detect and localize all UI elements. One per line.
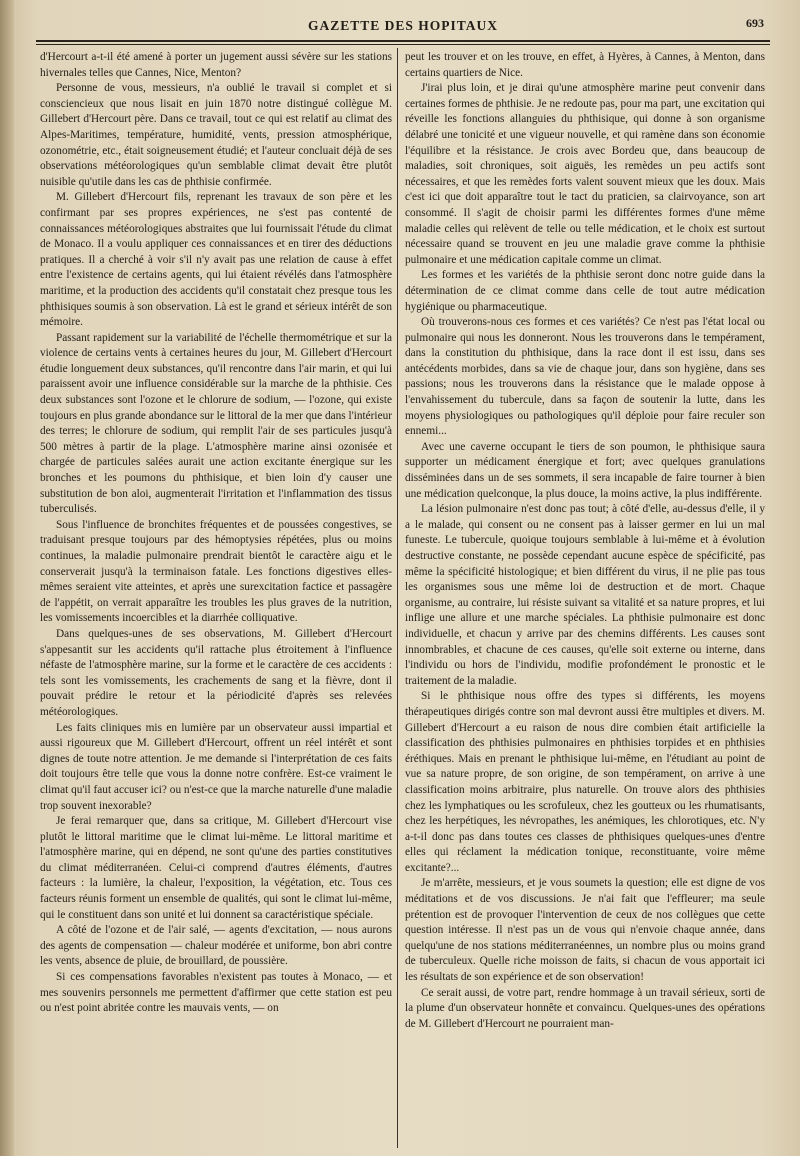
paragraph: Dans quelques-unes de ses observations, M. Gillebert d'Hercourt s'appesantit sur les accidents qu'il rattache plus étroitement à l'influence néfaste de l'atmosphère marine, sur la forme et le caractère de ces accidents : tels sont les vomissements, les crachements de sang et la fièvre, dont il pouvait prédire le retour et la périodicité d'après ses relevées météorologiques.	[40, 627, 392, 718]
paragraph: Passant rapidement sur la variabilité de l'échelle thermométrique et sur la violence de certains vents à certaines heures du jour, M. Gillebert d'Hercourt étudie longuement deux substances, qu'il rencontre dans l'air marin, et qui lui paraissent avoir une influence considérable sur la marche de la phthisie. Ces deux substances sont l'ozone et le chlorure de sodium, — l'ozone, qui existe toujours en plus grande abondance sur le littoral de la mer que dans l'intérieur des terres; le chlorure de sodium, qui remplit l'air de ses particules jusqu'à 500 mètres à partir de la plage. L'atmosphère marine ainsi ozonisée et chargée de particules salées aurait une action excitante énergique sur les bronches et les poumons du phthisique, et bien loin d'y causer une substitution de bon aloi, augmenterait l'irritation et l'inflammation des tissus tuberculisés.	[40, 331, 392, 516]
paragraph: Sous l'influence de bronchites fréquentes et de poussées congestives, se traduisant presque toujours par des hémoptysies répétées, plus ou moins continues, la maladie pulmonaire prendrait bientôt le caractère aigu et le conserverait jusqu'à la terminaison fatale. Les fonctions digestives elles-mêmes seraient vite atteintes, et après une surexcitation factice et passagère de l'appétit, on verrait apparaître les troubles les plus graves de la nutrition, les vomissements incoercibles et la diarrhée colliquative.	[40, 518, 392, 625]
right-column	[405, 50, 765, 1148]
paragraph: Les formes et les variétés de la phthisie seront donc notre guide dans la détermination de ce climat comme dans celle de tout autre médication hygiénique ou pharmaceutique.	[405, 269, 765, 313]
paragraph: Avec une caverne occupant le tiers de son poumon, le phthisique saura supporter un médicament énergique et fort; avec quelques granulations disséminées dans un de ses sommets, il sera incapable de faire tourner à bien une médication quelconque, la plus douce, la moins active, la plus indifférente.	[405, 440, 765, 500]
page-binding-edge	[0, 0, 14, 1156]
paragraph: Les faits cliniques mis en lumière par un observateur aussi impartial et aussi rigoureux que M. Gillebert d'Hercourt, offrent un réel intérêt et sont dignes de toute notre attention. Je me demande si l'interprétation de ces faits doit toujours être telle que vous la donne notre confrère. Est-ce vraiment le climat qu'il faut accuser ici? ou n'est-ce que la marche naturelle d'une maladie trop souvent inexorable?	[40, 721, 392, 812]
paragraph: J'irai plus loin, et je dirai qu'une atmosphère marine peut convenir dans certaines formes de phthisie. Je ne redoute pas, pour ma part, une excitation qui réveille les fonctions allanguies du phthisique, qui donne à son organisme délabré une tonicité et une vigueur nouvelle, et qui ramène dans son économie l'équilibre et la résistance. Je crois avec Bordeu que, dans beaucoup de maladies, soit chroniques, soit aiguës, les remèdes un peu actifs sont nécessaires, et que les remèdes forts valent souvent mieux que les doux. Mais c'est ici que doit apparaître tout le tact du praticien, sa clairvoyance, son art consommé. Il s'agit de choisir parmi les différentes formes d'une même maladie celles qui relèvent de telle ou telle médication, et le choix est surtout nécessaire quand se trouvent en jeu une maladie grave comme la phthisie pulmonaire et une médication capitale comme un climat.	[405, 82, 765, 266]
paragraph: Si le phthisique nous offre des types si différents, les moyens thérapeutiques dirigés contre son mal devront aussi être multiples et divers. M. Gillebert d'Hercourt a eu raison de nous dire combien était artificielle la classification des phthisies pulmonaires en phthisies torpides et en phthisies éréthiques. Mais en prenant le phthisique lui-même, en l'étudiant au point de vue sa nature propre, de son origine, de son tempérament, on arrive à une classification moins arbitraire, plus naturelle. On trouve alors des phthisies chez les lymphatiques ou les scrofuleux, chez les goutteux ou les rhumatisants, chez les herpétiques, les névropathes, les anémiques, les chlorotiques, etc. N'y a-t-il donc pas dans toutes ces classes de phthisiques quelques-unes d'entre elles qui réclament la médication tonique, reconstituante, voire même excitante?...	[405, 690, 765, 874]
paragraph: d'Hercourt a-t-il été amené à porter un jugement aussi sévère sur les stations hivernales telles que Cannes, Nice, Menton?	[40, 51, 392, 79]
paragraph: Je m'arrête, messieurs, et je vous soumets la question; elle est digne de vos méditations et de vos discussions. Je n'ai fait que l'effleurer; ma seule prétention est de provoquer l'intervention de ceux de nos collègues que cette question intéresse. Il n'est pas un de vous qui n'envoie chaque année, dans quelqu'une de nos stations méditerranéennes, un nombre plus ou moins grand de tuberculeux. Quelle riche moisson de faits, si chacun de vous apportait ici les résultats de son expérience et de son observation!	[405, 877, 765, 984]
page-number: 693	[746, 16, 764, 30]
left-column	[40, 50, 392, 1148]
paragraph: peut les trouver et on les trouve, en effet, à Hyères, à Cannes, à Menton, dans certains quartiers de Nice.	[405, 51, 765, 79]
paragraph: Ce serait aussi, de votre part, rendre hommage à un travail sérieux, sorti de la plume d'un observateur honnête et convaincu. Quelques-unes des opérations de M. Gillebert d'Hercourt ne pourraient man-	[405, 986, 765, 1030]
paragraph: Je ferai remarquer que, dans sa critique, M. Gillebert d'Hercourt vise plutôt le littoral maritime que le climat lui-même. Le littoral maritime et l'atmosphère marine, qui en dépend, ne sont qu'une des parties constitutives du climat méditerranéen. Celui-ci comprend d'autres éléments, d'autres facteurs : la lumière, la chaleur, l'exposition, la végétation, etc. Tous ces facteurs réunis forment un ensemble de qualités, qui sont le climat lui-même, qui le constituent dans son unité et lui donnent sa caractéristique spéciale.	[40, 815, 392, 921]
header-rule-thin	[36, 44, 770, 45]
column-divider	[397, 48, 398, 1148]
page-header	[38, 14, 768, 36]
paragraph: Personne de vous, messieurs, n'a oublié le travail si complet et si consciencieux que nous lisait en juin 1870 notre distingué collègue M. Gillebert d'Hercourt père. Dans ce travail, tout ce qui est relatif au climat des Alpes-Maritimes, température, humidité, vents, pression atmosphérique, ozonométrie, etc., était soigneusement étudié; et l'auteur concluait déjà de ses observations météorologiques qu'un semblable climat devait être plutôt nuisible qu'utile dans les cas de phthisie confirmée.	[40, 82, 392, 188]
paragraph: Où trouverons-nous ces formes et ces variétés? Ce n'est pas l'état local ou pulmonaire qui nous les donneront. Nous les trouverons dans le tempérament, dans la constitution du phthisique, dans la race dont il est issu, dans ses antécédents morbides, dans sa vie de chaque jour, dans son hygiène, dans ses passions; nous les trouverons dans la résistance que le malade oppose à l'envahissement du tubercule, dans sa façon de soutenir la lutte, dans les moyens physiologiques ou pathologiques qu'il déploie pour faire reculer son ennemi...	[405, 316, 765, 438]
paragraph: La lésion pulmonaire n'est donc pas tout; à côté d'elle, au-dessus d'elle, il y a le malade, qui consent ou ne consent pas à laisser germer en lui un mal funeste. Le tubercule, quoique toujours semblable à lui-même et à évolution destructive constante, ne possède cependant aucune espèce de spécificité, pas même la spécificité histologique; et bien différent du virus, il ne plie pas tous les organismes sous une même loi de destruction et de mort. Chaque organisme, au contraire, lui résiste suivant sa vitalité et sa nature propres, et lui inflige une allure et une marche spéciales. La phthisie pulmonaire est donc individuelle, et chacun y arrive par des chemins différents. Les causes sont innombrables, et chacune de ces causes, qu'elle soit externe ou interne, dans l'individu ou hors de l'individu, modifie profondément le pronostic et le traitement de la maladie.	[405, 503, 765, 687]
journal-title: GAZETTE DES HOPITAUX	[307, 18, 499, 33]
paragraph: A côté de l'ozone et de l'air salé, — agents d'excitation, — nous aurons des agents de compensation — chaleur modérée et uniforme, bon abri contre les vents, absence de pluie, de brouillard, de poussière.	[40, 924, 392, 968]
paragraph: M. Gillebert d'Hercourt fils, reprenant les travaux de son père et les confirmant par ses propres expériences, ne s'est pas contenté de connaissances météorologiques abstraites que lui fournissait l'étude du climat de Monaco. Il a voulu appliquer ces connaissances et en tirer des déductions pratiques. Il a cherché à voir s'il n'y avait pas une relation de cause à effet entre l'existence de certains agents, qui lui étaient révélés dans l'atmosphère maritime, et la production des accidents qu'il constatait chez presque tous les phthisiques soumis à son observation. Là est le grand et sérieux intérêt de son mémoire.	[40, 191, 392, 329]
paragraph: Si ces compensations favorables n'existent pas toutes à Monaco, — et mes souvenirs personnels me permettent d'affirmer que cette station est peu ou n'est point abritée contre les mauvais vents, — on	[40, 971, 392, 1015]
header-rule-thick	[36, 40, 770, 42]
